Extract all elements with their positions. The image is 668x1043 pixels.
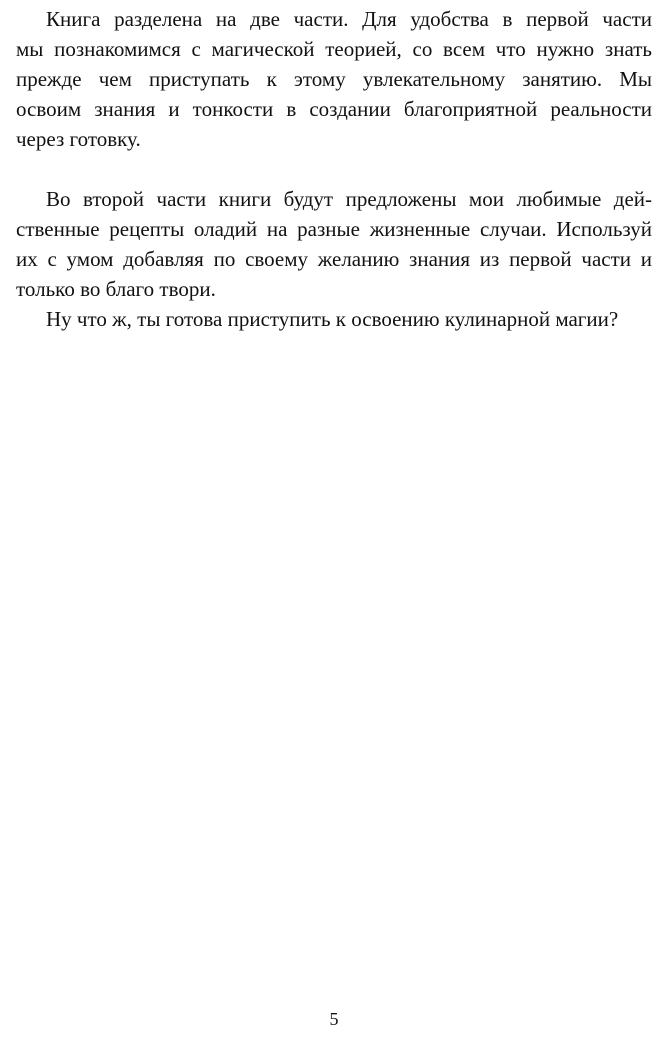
text-line: прежде чем приступать к этому увлекательному занятию. Мы [16, 67, 652, 91]
text-line: освоим знания и тонкости в создании благоприятной реальности [16, 97, 652, 121]
text-line: Книга разделена на две части. Для удобства в первой части [46, 7, 652, 31]
text-line: Ну что ж, ты готова приступить к освоению кулинарной магии? [46, 307, 619, 331]
text-line: Во второй части книги будут предложены мои любимые дей- [46, 187, 652, 211]
page-number: 5 [329, 1009, 339, 1029]
text-line: ственные рецепты оладий на разные жизненные случаи. Используй [16, 217, 652, 241]
text-line: только во благо твори. [16, 277, 216, 301]
text-line: их с умом добавляя по своему желанию знания из первой части и [16, 247, 652, 271]
paragraph [16, 184, 652, 304]
paragraph [16, 304, 652, 334]
paragraph-spacer [16, 154, 652, 184]
paragraph [16, 4, 652, 154]
page-body-text [16, 4, 652, 334]
text-line: мы познакомимся с магической теорией, со всем что нужно знать [16, 37, 652, 61]
text-line: через готовку. [16, 127, 141, 151]
